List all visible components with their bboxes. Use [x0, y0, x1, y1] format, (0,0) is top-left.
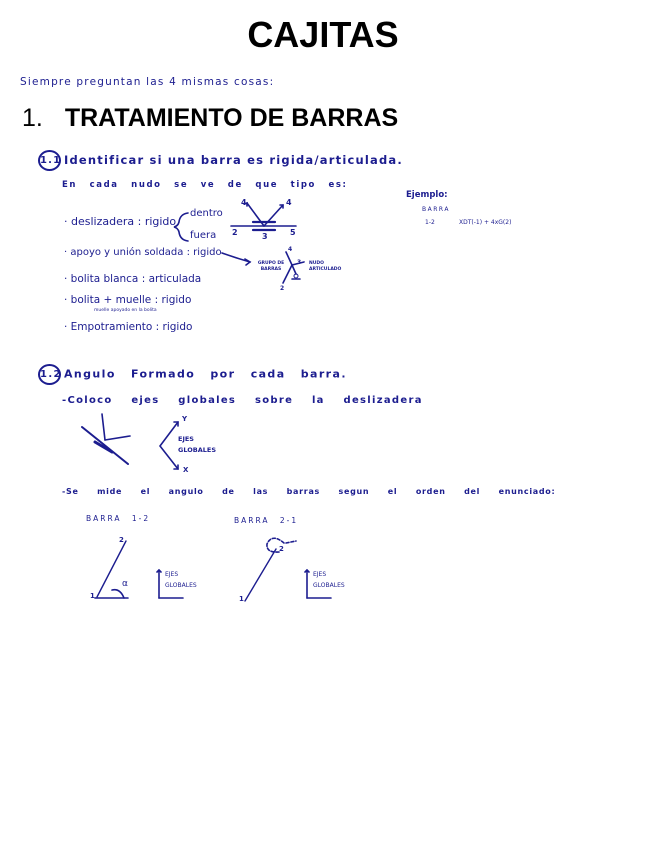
- brace-sketch: [174, 213, 188, 241]
- ejes-label: EJES: [313, 571, 327, 578]
- section-number: 1.: [22, 104, 43, 132]
- page-title: CAJITAS: [247, 14, 399, 55]
- node-label: 4: [241, 198, 247, 207]
- list-item: · bolita + muelle : rigido: [64, 294, 192, 306]
- subsection-badge: 1.2: [38, 364, 61, 385]
- barra-1-2-label: BARRA 1-2: [86, 514, 151, 523]
- node-label: 4: [288, 246, 293, 253]
- ejemplo-barra: 1-2: [425, 219, 435, 226]
- node-label: 1: [239, 595, 244, 603]
- subsection-badge: 1.1: [38, 150, 61, 171]
- nudo-articulado-diagram: [283, 252, 304, 283]
- node-label: 4: [286, 198, 292, 207]
- alpha-label: α: [122, 579, 128, 589]
- globales-label: GLOBALES: [313, 582, 345, 589]
- barra-2-1-label: BARRA 2-1: [234, 516, 299, 525]
- nudo-articulado-label: NUDO ARTICULADO: [309, 261, 342, 272]
- list-item: · apoyo y unión soldada : rigido: [64, 247, 222, 258]
- intro-text: Siempre preguntan las 4 mismas cosas:: [20, 76, 275, 88]
- fuera-label: fuera: [190, 230, 217, 241]
- node-label: 2: [119, 536, 124, 544]
- slider-node-diagram: [231, 203, 296, 230]
- section-title: TRATAMIENTO DE BARRAS: [64, 104, 399, 132]
- ejemplo-title: Ejemplo:: [406, 190, 448, 200]
- list-item: · deslizadera : rigido: [64, 215, 177, 228]
- node-label: 2: [279, 545, 284, 553]
- node-label: 3: [297, 259, 302, 266]
- barra-1-2-sketch: [95, 541, 183, 598]
- globales-label: GLOBALES: [165, 582, 197, 589]
- grupo-barras-label: GRUPO DE BARRAS: [257, 261, 285, 272]
- pointer-arrow-sketch: [222, 253, 250, 262]
- node-label: 2: [280, 285, 285, 292]
- node-label: 3: [262, 232, 268, 241]
- list-item: · bolita blanca : articulada: [64, 273, 202, 285]
- node-label: 2: [232, 228, 238, 237]
- nudo-type-line: En cada nudo se ve de que tipo es:: [62, 180, 348, 190]
- ejes-label: EJES: [165, 571, 179, 578]
- axis-y-label: Y: [182, 415, 188, 423]
- muelle-note: muelle apoyado en la bolita: [94, 308, 157, 313]
- barra-2-1-sketch: [245, 538, 331, 601]
- axis-x-label: X: [183, 466, 189, 474]
- ejes-instruction: -Coloco ejes globales sobre la deslizadera: [62, 395, 423, 406]
- subsection-title: Identificar si una barra es rigida/articulada.: [64, 153, 403, 167]
- deslizadera-sketch: [82, 414, 130, 464]
- dentro-label: dentro: [190, 208, 223, 219]
- ejemplo-value: XDT(-1) + 4xG(2): [459, 219, 512, 226]
- ejemplo-col-header: BARRA: [422, 206, 450, 213]
- subsection-title: Angulo Formado por cada barra.: [64, 367, 347, 381]
- list-item: · Empotramiento : rigido: [64, 321, 193, 333]
- node-label: 1: [90, 592, 95, 600]
- globales-label: GLOBALES: [178, 446, 217, 454]
- angulo-instruction: -Se mide el angulo de las barras segun el orden del enunciado:: [62, 487, 556, 496]
- ejes-label: EJES: [178, 435, 194, 443]
- global-axes-sketch: [160, 422, 178, 469]
- node-label: 5: [290, 228, 296, 237]
